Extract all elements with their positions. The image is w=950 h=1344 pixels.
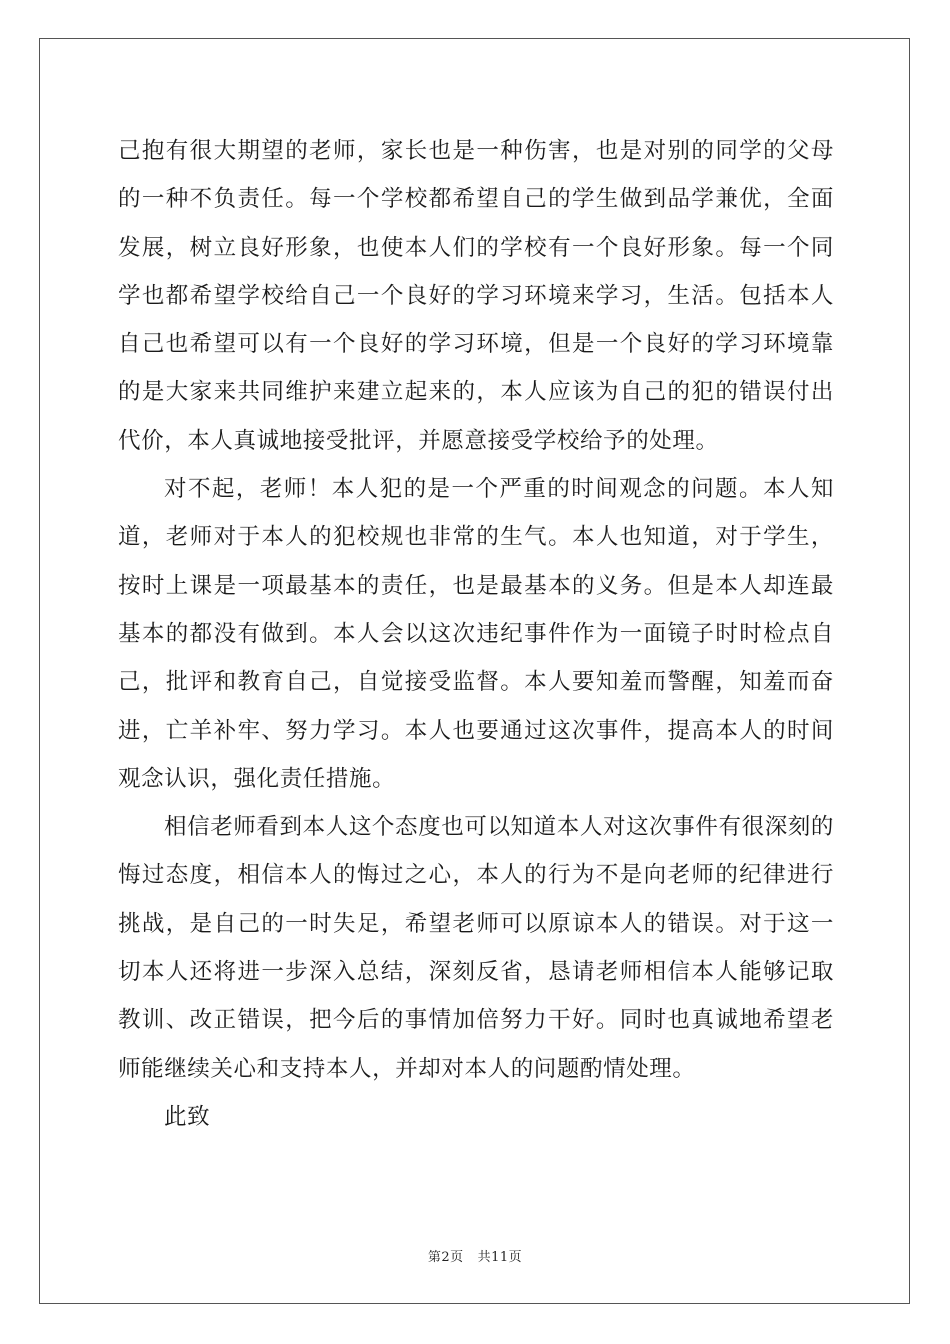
paragraph-2: 对不起，老师！本人犯的是一个严重的时间观念的问题。本人知道，老师对于本人的犯校规也非常的生气。本人也知道，对于学生，按时上课是一项最基本的责任，也是最基本的义务。但是本人却连最基本的都没有做到。本人会以这次违纪事件作为一面镜子时时检点自己，批评和教育自己，自觉接受监督。本人要知羞而警醒，知羞而奋进，亡羊补牢、努力学习。本人也要通过这次事件，提高本人的时间观念认识，强化责任措施。 xyxy=(118,476,834,792)
document-body xyxy=(118,127,834,1141)
page-footer xyxy=(0,1246,950,1265)
page-number: 第2页 xyxy=(427,1250,464,1265)
paragraph-1: 己抱有很大期望的老师，家长也是一种伤害，也是对别的同学的父母的一种不负责任。每一个学校都希望自己的学生做到品学兼优，全面发展，树立良好形象，也使本人们的学校有一个良好形象。每一个同学也都希望学校给自己一个良好的学习环境来学习，生活。包括本人自己也希望可以有一个良好的学习环境，但是一个良好的学习环境靠的是大家来共同维护来建立起来的，本人应该为自己的犯的错误付出代价，本人真诚地接受批评，并愿意接受学校给予的处理。 xyxy=(118,138,834,454)
paragraph-3: 相信老师看到本人这个态度也可以知道本人对这次事件有很深刻的悔过态度，相信本人的悔过之心，本人的行为不是向老师的纪律进行挑战，是自己的一时失足，希望老师可以原谅本人的错误。对于这一切本人还将进一步深入总结，深刻反省，恳请老师相信本人能够记取教训、改正错误，把今后的事情加倍努力干好。同时也真诚地希望老师能继续关心和支持本人，并却对本人的问题酌情处理。 xyxy=(118,814,834,1082)
page-total: 共11页 xyxy=(477,1250,523,1265)
closing-salutation: 此致 xyxy=(164,1103,211,1130)
